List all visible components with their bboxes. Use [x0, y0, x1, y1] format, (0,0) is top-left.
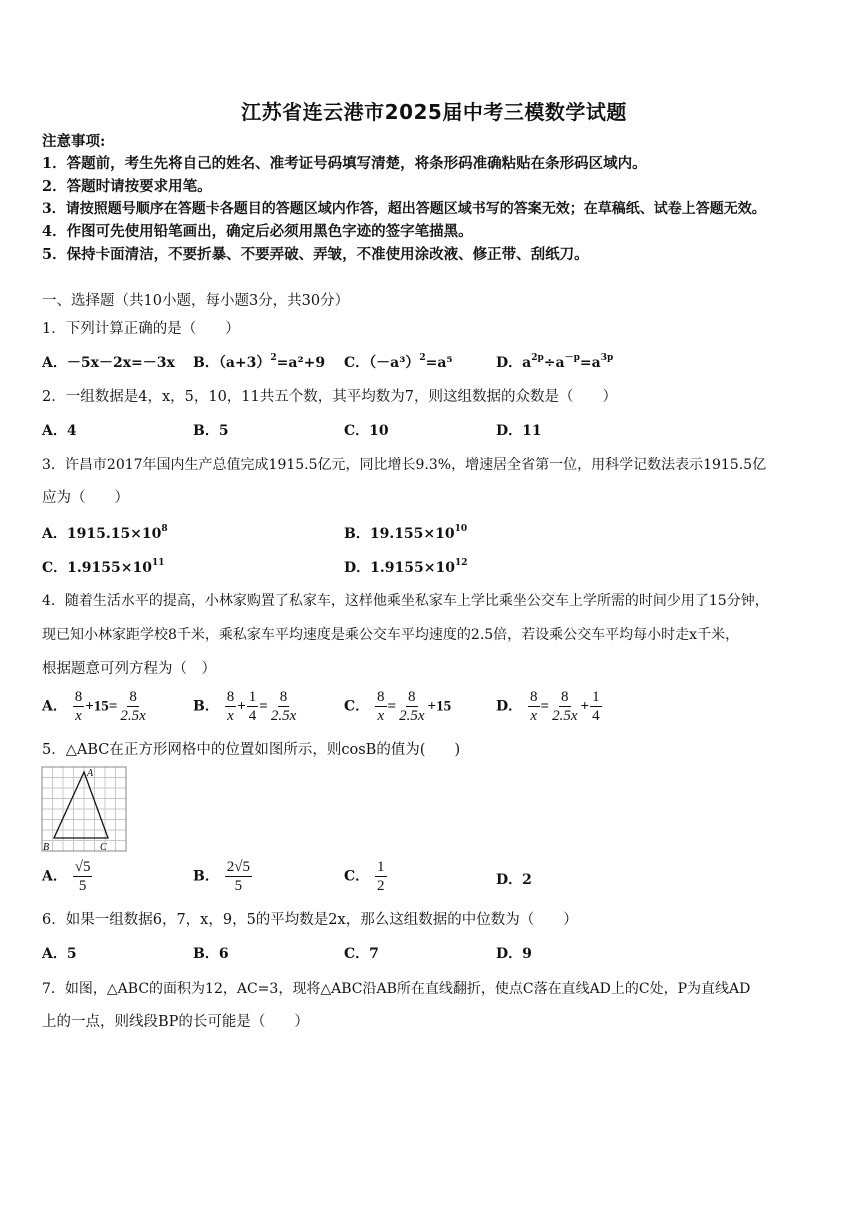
notice-item: 5．保持卡面清洁，不要折暴、不要弄破、弄皱，不准使用涂改液、修正带、刮纸刀。 [42, 246, 589, 263]
question-7-stem-cont: 上的一点，则线段BP的长可能是（ ） [42, 1014, 309, 1030]
notice-item: 4．作图可先使用铅笔画出，确定后必须用黑色字迹的签字笔描黑。 [42, 223, 473, 240]
question-3-stem: 3．许昌市2017年国内生产总值完成1915.5亿元，同比增长9.3%，增速居全省第一位，用科学记数法表示1915.5亿 [42, 457, 767, 473]
q1-option-a: A．－5x－2x=－3x [42, 355, 175, 371]
section-heading: 一、选择题（共10小题，每小题3分，共30分） [42, 293, 350, 309]
q1-option-c: C．$(-a^3)^2=a^5$ [344, 353, 453, 371]
q3-option-a: A．$1915.15\times 10^8$ [42, 524, 168, 542]
page-title: 江苏省连云港市2025届中考三模数学试题 [241, 100, 627, 124]
vertex-b-label: B [43, 842, 50, 853]
q1-option-d: D．$a^{2p}\div a^{-p}=a^{3p}$ [496, 353, 614, 371]
q3-option-b: B．$19.155\times 10^{10}$ [344, 524, 468, 542]
q5-option-d: D．2 [496, 872, 532, 888]
q2-option-b: B．5 [193, 423, 229, 439]
q3-option-c: C．$1.9155\times 10^{11}$ [42, 558, 165, 576]
vertex-a-label: A [87, 768, 94, 779]
question-4-stem: 4．随着生活水平的提高，小林家购置了私家车，这样他乘坐私家车上学比乘坐公交车上学所需的时间少用了15分钟， [42, 593, 769, 609]
notice-item: 2．答题时请按要求用笔。 [42, 178, 212, 195]
q1-option-b: B．$(a+3)^2=a^2+9$ [193, 353, 326, 371]
q4-option-a: A． $\frac{8}{x}$ +15= $\frac{8}{2.5x}$ [42, 689, 146, 724]
question-1-stem: 1．下列计算正确的是（ ） [42, 321, 240, 337]
question-4-stem-cont: 根据题意可列方程为（ ） [42, 661, 216, 677]
question-6-stem: 6．如果一组数据6，7，x，9，5的平均数是2x，那么这组数据的中位数为（ ） [42, 912, 578, 928]
question-7-stem: 7．如图，△ABC的面积为12，AC=3，现将△ABC沿AB所在直线翻折，使点C落在直线AD上的C处，P为直线AD [42, 981, 751, 997]
triangle-abc [54, 772, 108, 838]
q5-option-c: C． $\frac{1}{2}$ [344, 859, 385, 894]
q4-option-c: C． $\frac{8}{x}$ = $\frac{8}{2.5x}$ +15 [344, 689, 452, 724]
notice-item: 3．请按照题号顺序在答题卡各题目的答题区域内作答，超出答题区域书写的答案无效；在草稿纸、试卷上答题无效。 [42, 201, 766, 217]
q5-option-b: B． $\frac{2√5}{5}$ [193, 859, 250, 894]
q6-option-d: D．9 [496, 946, 532, 962]
triangle-grid-figure [40, 765, 132, 861]
q4-option-b: B． $\frac{8}{x}$ + $\frac{1}{4}$ = $\frac{8}{2.5x}$ [193, 689, 297, 724]
q2-option-c: C．10 [344, 423, 389, 439]
q6-option-b: B．6 [193, 946, 229, 962]
notice-heading: 注意事项: [42, 133, 106, 150]
vertex-c-label: C [100, 842, 107, 853]
grid-diagram [40, 765, 132, 857]
question-4-stem-cont: 现已知小林家距学校8千米，乘私家车平均速度是乘公交车平均速度的2.5倍，若设乘公交车平均每小时走x千米， [42, 627, 740, 643]
question-3-stem-cont: 应为（ ） [42, 490, 129, 506]
q6-option-a: A．5 [42, 946, 77, 962]
q3-option-d: D．$1.9155\times 10^{12}$ [344, 558, 468, 576]
q2-option-a: A．4 [42, 423, 77, 439]
q4-option-d: D． $\frac{8}{x}$ = $\frac{8}{2.5x}$ + $\frac{1}{4}$ [496, 689, 600, 724]
question-2-stem: 2．一组数据是4，x，5，10，11共五个数，其平均数为7，则这组数据的众数是（ ） [42, 389, 617, 405]
q6-option-c: C．7 [344, 946, 379, 962]
question-5-stem: 5．△ABC在正方形网格中的位置如图所示，则cosB的值为( ) [42, 742, 461, 758]
q2-option-d: D．11 [496, 423, 542, 439]
notice-item: 1．答题前，考生先将自己的姓名、准考证号码填写清楚，将条形码准确粘贴在条形码区域内。 [42, 155, 647, 172]
q5-option-a: A． $\frac{√5}{5}$ [42, 859, 91, 894]
